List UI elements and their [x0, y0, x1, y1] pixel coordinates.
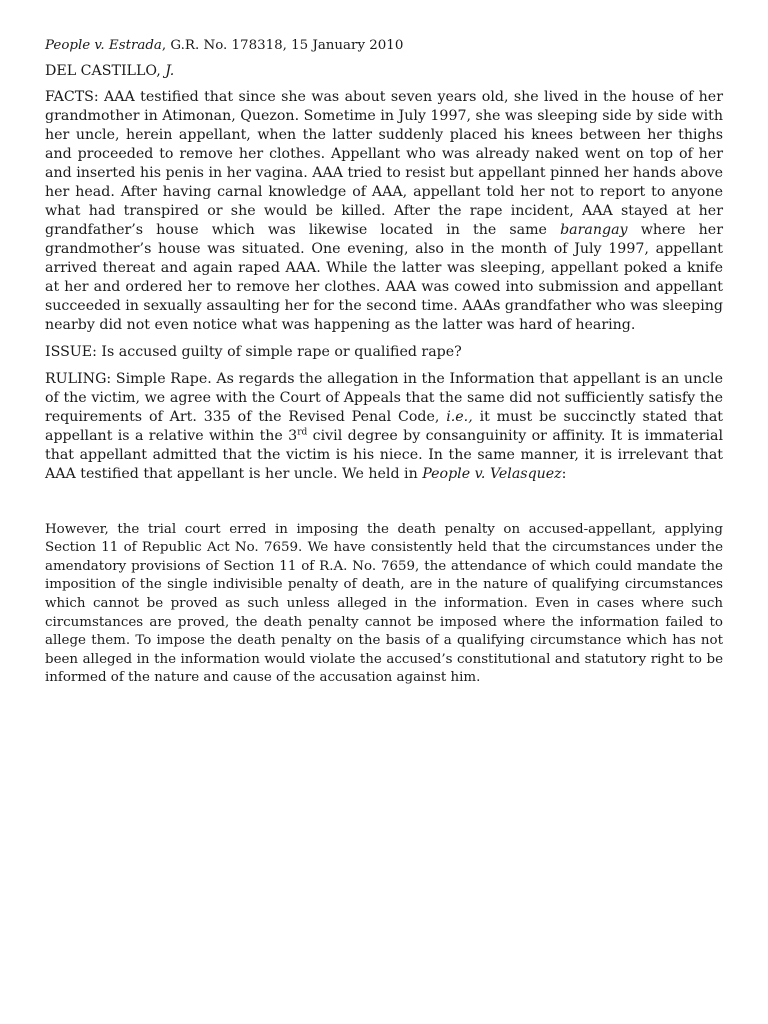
case-title: [45, 37, 723, 56]
ruling-text-part2: it must be succinctly stated that appellant is a relative within the 3: [45, 408, 723, 444]
facts-text-part2: where her grandmother’s house was situated. One evening, also in the month of July 1997, appellant arrived thereat and again raped AAA. While the latter was sleeping, appellant poked a knife at her and ordered her to remove her clothes. AAA was cowed into submission and appellant succeeded in sexually assaulting her for the second time. AAAs grandfather who was sleeping nearby did not even notice what was happening as the latter was hard of hearing.: [45, 221, 723, 333]
ruling-superscript-rd: rd: [297, 426, 308, 437]
however-paragraph: [45, 521, 723, 688]
case-name: People v. Estrada: [45, 38, 162, 53]
ruling-text-part4: :: [561, 465, 567, 482]
however-text: However, the trial court erred in imposing the death penalty on accused-appellant, applying Section 11 of Republic Act No. 7659. We have consistently held that the circumstances under the amendatory provisions of Section 11 of R.A. No. 7659, the attendance of which could mandate the imposition of the single indivisible penalty of death, are in the nature of qualifying circumstances which cannot be proved as such unless alleged in the information. Even in cases where such circumstances are proved, the death penalty cannot be imposed where the information failed to allege them. To impose the death penalty on the basis of a qualifying circumstance which has not been alleged in the information would violate the accused’s constitutional and statutory right to be informed of the nature and cause of the accusation against him.: [45, 521, 723, 686]
issue-paragraph: [45, 343, 723, 362]
ruling-text-part3: civil degree by consanguinity or affinity. It is immaterial that appellant admitted that the victim is his niece. In the same manner, it is irrelevant that AAA testified that appellant is her uncle. We held in: [45, 427, 723, 482]
facts-paragraph: [45, 88, 723, 335]
ponente: [45, 62, 723, 81]
ponente-suffix: J.: [165, 62, 175, 79]
case-citation: , G.R. No. 178318, 15 January 2010: [161, 38, 404, 53]
facts-italic-barangay: barangay: [560, 221, 628, 238]
ponente-name: DEL CASTILLO,: [45, 62, 166, 79]
document-page: [45, 37, 723, 688]
issue-text: ISSUE: Is accused guilty of simple rape or qualified rape?: [45, 343, 462, 360]
facts-text-part1: FACTS: AAA testified that since she was about seven years old, she lived in the house of her grandmother in Atimonan, Quezon. Sometime in July 1997, she was sleeping side by side with her uncle, herein appellant, when the latter suddenly placed his knees between her thighs and proceeded to remove her clothes. Appellant who was already naked went on top of her and inserted his penis in her vagina. AAA tried to resist but appellant pinned her hands above her head. After having carnal knowledge of AAA, appellant told her not to report to anyone what had transpired or she would be killed. After the rape incident, AAA stayed at her grandfather’s house which was likewise located in the same: [45, 88, 723, 238]
ruling-paragraph: [45, 370, 723, 484]
ruling-text-part1: RULING: Simple Rape. As regards the allegation in the Information that appellant is an uncle of the victim, we agree with the Court of Appeals that the same did not sufficiently satisfy the requirements of Art. 335 of the Revised Penal Code,: [45, 370, 723, 425]
ruling-case-reference: People v. Velasquez: [422, 465, 562, 482]
ruling-italic-ie: i.e.,: [446, 408, 473, 425]
